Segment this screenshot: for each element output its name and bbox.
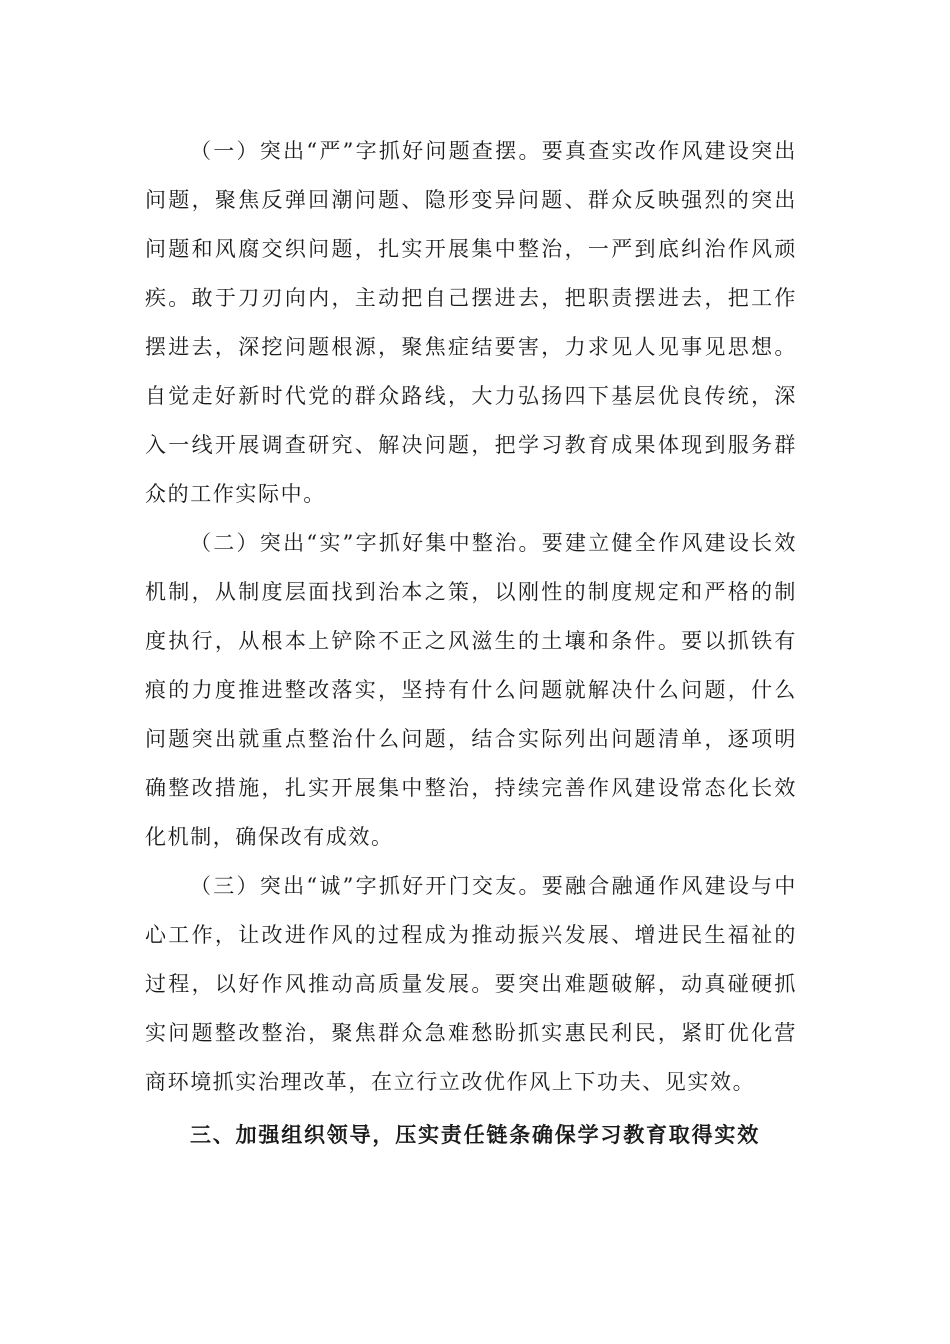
document-body [145, 127, 797, 1160]
paragraph-practical: （二）突出“实”字抓好集中整治。要建立健全作风建设长效机制，从制度层面找到治本之策，以刚性的制度规定和严格的制度执行，从根本上铲除不正之风滋生的土壤和条件。要以抓铁有痕的力度推进整改落实，坚持有什么问题就解决什么问题，什么问题突出就重点整治什么问题，结合实际列出问题清单，逐项明确整改措施，扎实开展集中整治，持续完善作风建设常态化长效化机制，确保改有成效。 [145, 531, 797, 849]
paragraph-strict: （一）突出“严”字抓好问题查摆。要真查实改作风建设突出问题，聚焦反弹回潮问题、隐形变异问题、群众反映强烈的突出问题和风腐交织问题，扎实开展集中整治，一严到底纠治作风顽疾。敢于刀刃向内，主动把自己摆进去，把职责摆进去，把工作摆进去，深挖问题根源，聚焦症结要害，力求见人见事见思想。自觉走好新时代党的群众路线，大力弘扬四下基层优良传统，深入一线开展调查研究、解决问题，把学习教育成果体现到服务群众的工作实际中。 [145, 139, 797, 506]
paragraph-sincere: （三）突出“诚”字抓好开门交友。要融合融通作风建设与中心工作，让改进作风的过程成为推动振兴发展、增进民生福祉的过程，以好作风推动高质量发展。要突出难题破解，动真碰硬抓实问题整改整治，聚焦群众急难愁盼抓实惠民利民，紧盯优化营商环境抓实治理改革，在立行立改优作风上下功夫、见实效。 [145, 874, 797, 1094]
section-heading: 三、加强组织领导，压实责任链条确保学习教育取得实效 [190, 1123, 760, 1147]
